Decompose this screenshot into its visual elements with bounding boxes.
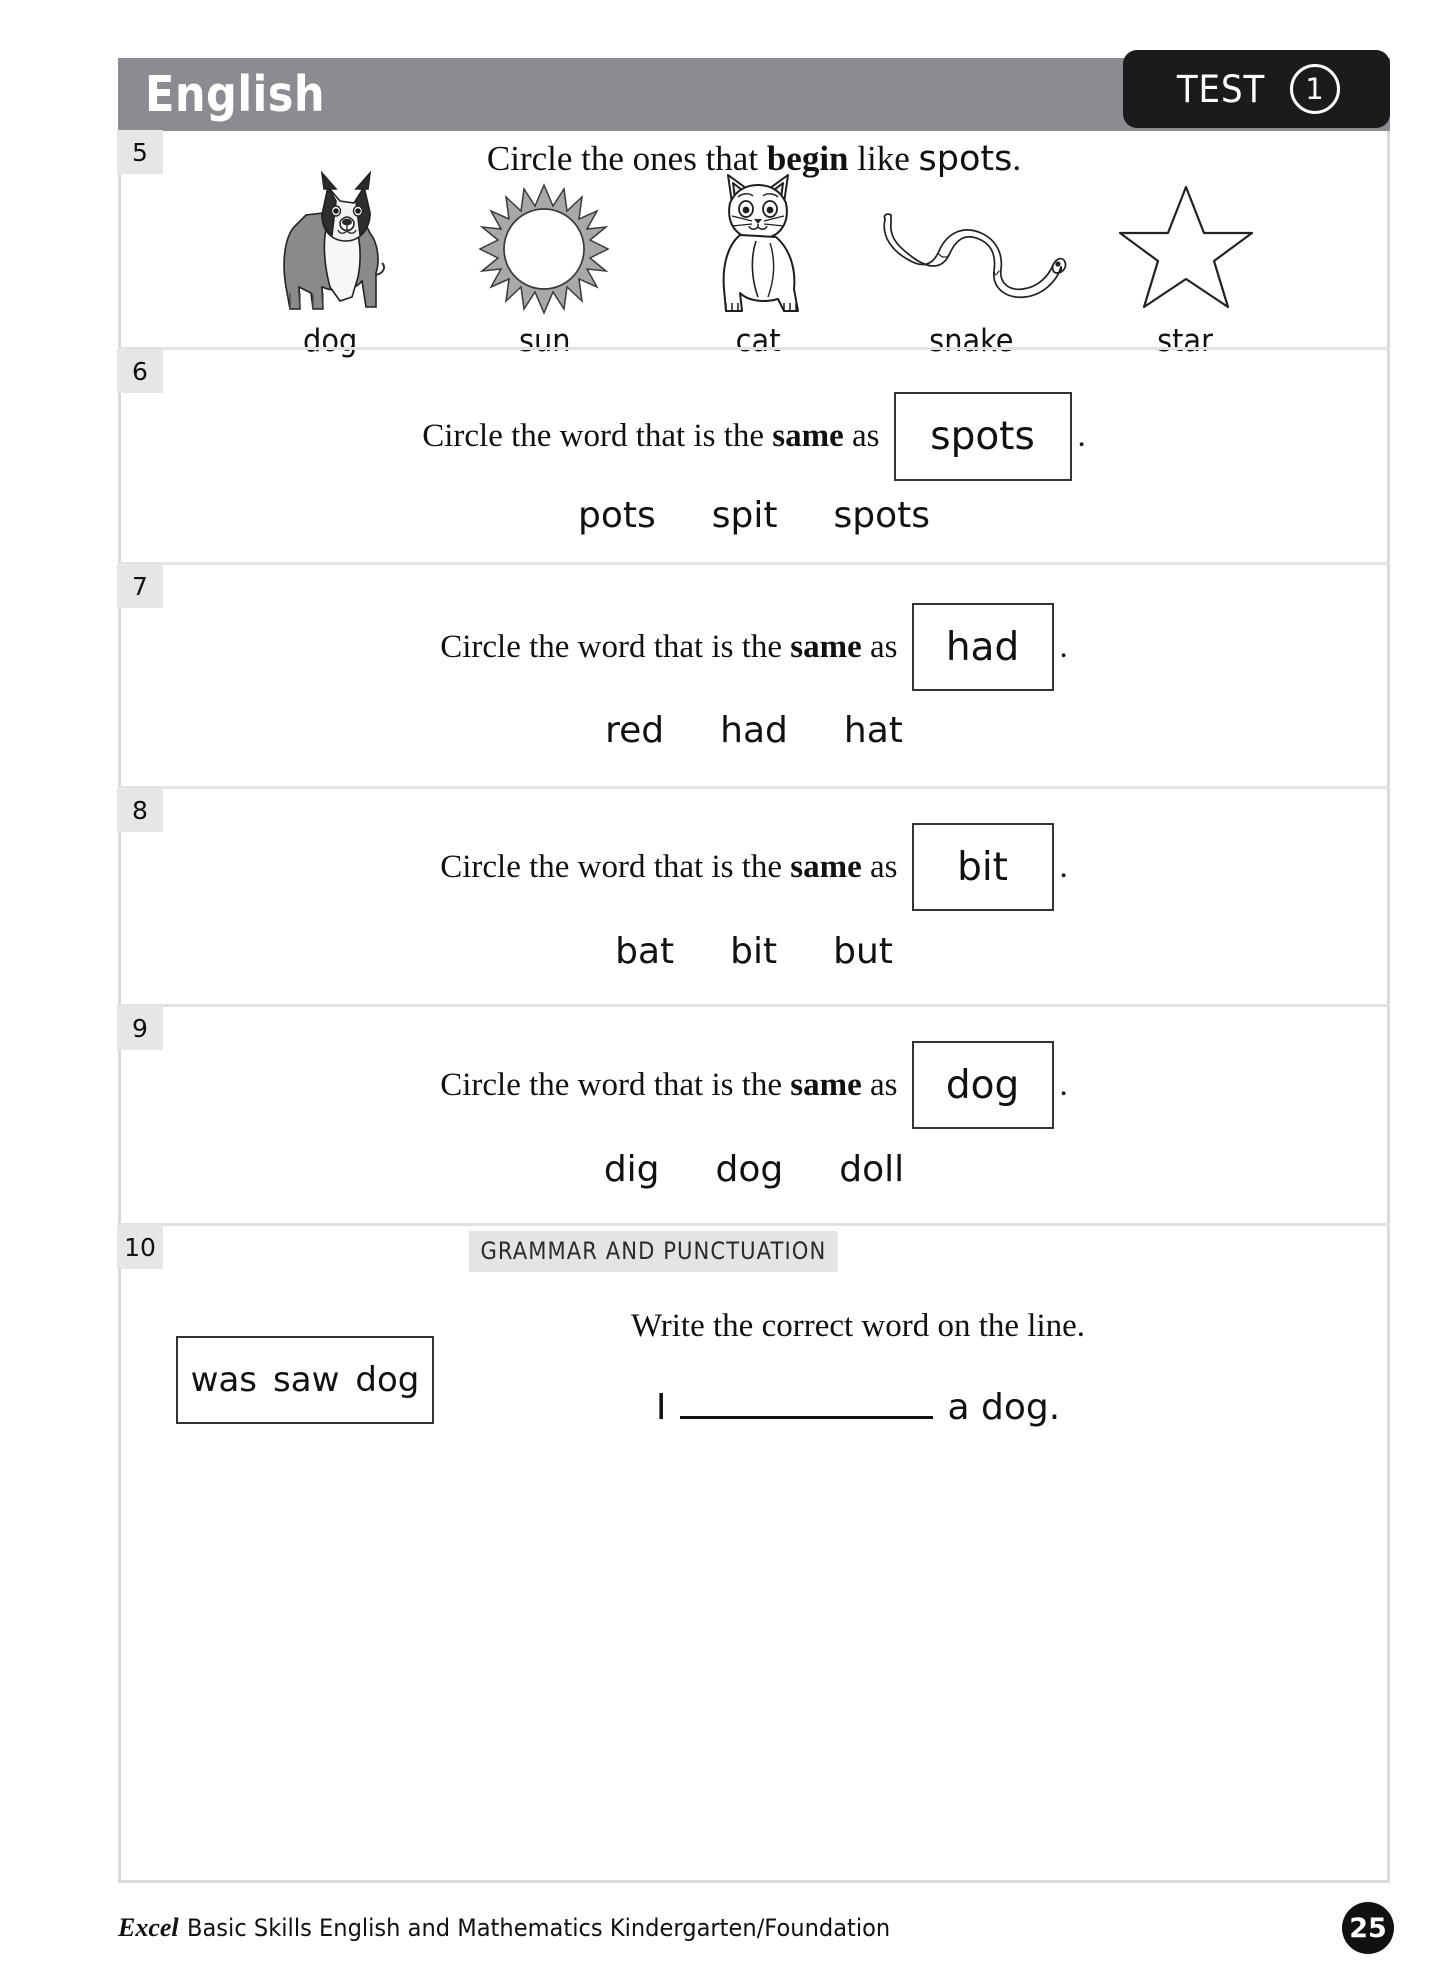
question-10-instruction: Write the correct word on the line. [630,1308,1086,1344]
question-6-options [118,495,1390,536]
question-8-instruction [118,817,1390,917]
snake-icon [877,169,1067,319]
q9-instruction-pre: Circle the word that is the [440,1066,791,1103]
q6-option-2[interactable]: spit [711,495,778,536]
q7-instruction-post: as [861,628,898,665]
question-10-sentence [508,1386,1208,1428]
q7-target-word-box: had [912,603,1054,691]
q9-instruction-bold: same [790,1066,862,1103]
question-row-8 [118,786,1390,1004]
test-number-circle: 1 [1290,64,1340,114]
q10-choice-1[interactable]: was [190,1360,258,1400]
section-tag-grammar-and-punctuation: GRAMMAR AND PUNCTUATION [469,1231,838,1272]
star-icon [1116,169,1256,319]
q9-target-word-box: dog [912,1041,1054,1129]
q9-period: . [1059,1066,1068,1103]
q8-instruction-pre: Circle the word that is the [440,848,791,885]
q6-option-1[interactable]: pots [578,495,656,536]
q6-instruction-post: as [843,417,880,454]
question-number-10: 10 [117,1225,163,1269]
q8-instruction-text [440,849,897,886]
sun-icon [474,169,614,319]
q9-option-3[interactable]: doll [839,1149,905,1190]
question-number-7: 7 [117,564,163,608]
question-row-5 [118,131,1390,359]
question-6-instruction [118,386,1390,486]
q9-option-1[interactable]: dig [603,1149,660,1190]
q8-target-word-box: bit [912,823,1054,911]
q10-sentence-start: I [655,1387,667,1428]
picture-item-snake[interactable] [879,169,1064,359]
q7-instruction-pre: Circle the word that is the [440,628,791,665]
picture-caption-sun: sun [518,323,571,359]
picture-item-dog[interactable] [238,169,423,359]
q7-option-3[interactable]: hat [843,710,903,751]
question-number-8: 8 [117,788,163,832]
dog-icon [266,169,396,319]
page-title: English [145,66,326,123]
picture-caption-snake: snake [929,323,1014,359]
q5-instruction-pre: Circle the ones that [486,139,767,178]
q6-target-word-box: spots [894,392,1072,481]
footer [118,1905,1390,1951]
q8-option-1[interactable]: bat [615,931,675,972]
footer-brand: Excel [118,1913,179,1942]
footer-title: Basic Skills English and Mathematics Kindergarten/Foundation [186,1914,890,1942]
q10-sentence-end: a dog. [947,1387,1061,1428]
question-row-7 [118,562,1390,786]
picture-item-star[interactable] [1093,169,1278,359]
q9-instruction-post: as [861,1066,898,1103]
test-label: TEST [1177,67,1266,111]
question-number-9: 9 [117,1006,163,1050]
q8-instruction-bold: same [790,848,862,885]
q6-option-3[interactable]: spots [833,495,930,536]
q8-option-3[interactable]: but [833,931,893,972]
question-8-options [118,931,1390,972]
q7-instruction-text [440,629,897,666]
question-10-word-choice-box [176,1336,434,1424]
page-number-badge: 25 [1342,1902,1394,1954]
q6-instruction-bold: same [772,417,844,454]
q5-instruction-target: spots [918,139,1013,179]
q5-instruction-mid: like [848,139,919,178]
picture-caption-star: star [1157,323,1214,359]
question-7-instruction [118,597,1390,697]
cat-icon [698,169,818,319]
picture-caption-dog: dog [303,323,358,359]
q10-choice-3[interactable]: dog [355,1360,420,1400]
question-number-5: 5 [117,130,163,174]
q7-option-1[interactable]: red [605,710,665,751]
picture-caption-cat: cat [735,323,781,359]
picture-row [238,179,1278,359]
answer-blank-line[interactable] [680,1386,933,1419]
q8-instruction-post: as [861,848,898,885]
picture-item-cat[interactable] [666,169,851,359]
question-row-9 [118,1004,1390,1223]
q7-option-2[interactable]: had [720,710,788,751]
question-row-10 [118,1223,1390,1473]
q7-period: . [1059,628,1068,665]
question-number-6: 6 [117,349,163,393]
q9-option-2[interactable]: dog [715,1149,784,1190]
question-9-options [118,1149,1390,1190]
q10-choice-2[interactable]: saw [273,1360,340,1400]
q5-instruction-end: . [1012,139,1022,178]
question-row-6 [118,347,1390,562]
q7-instruction-bold: same [790,628,862,665]
test-badge [1123,50,1390,128]
question-7-options [118,710,1390,751]
q5-instruction-bold: begin [766,139,849,178]
q6-instruction-pre: Circle the word that is the [422,417,773,454]
question-9-instruction [118,1035,1390,1135]
q6-period: . [1077,417,1086,454]
picture-item-sun[interactable] [452,169,637,359]
q6-instruction-text [422,418,879,455]
q8-period: . [1059,848,1068,885]
q9-instruction-text [440,1067,897,1104]
q8-option-2[interactable]: bit [730,931,778,972]
